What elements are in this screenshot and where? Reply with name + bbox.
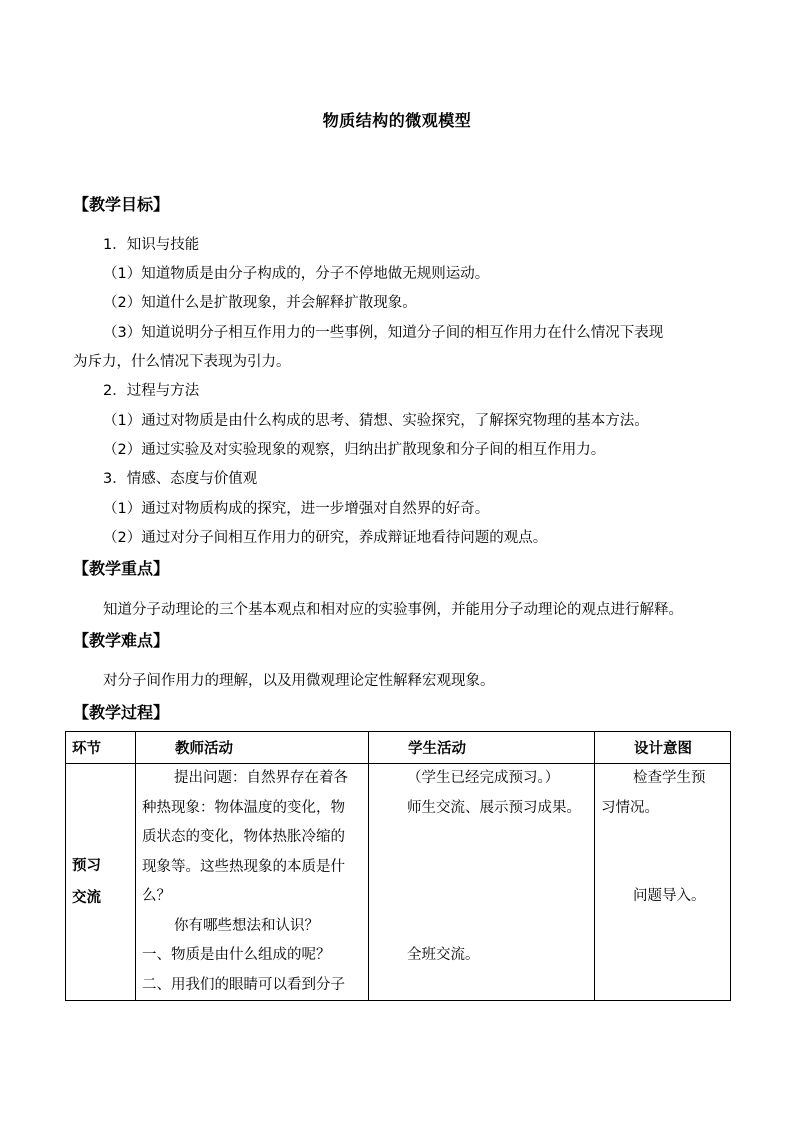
key-points-heading: 【教学重点】	[73, 559, 170, 578]
teacher-line: 么？	[142, 888, 171, 904]
objective-line: 3．情感、态度与价值观	[103, 471, 258, 487]
key-points-text: 知道分子动理论的三个基本观点和相对应的实验事例，并能用分子动理论的观点进行解释。	[103, 602, 683, 618]
stage-cell	[66, 764, 136, 1001]
objective-line: （3）知道说明分子相互作用力的一些事例，知道分子间的相互作用力在什么情况下表现	[103, 325, 664, 341]
design-line	[601, 853, 730, 883]
student-line	[407, 853, 594, 883]
design-line	[601, 823, 730, 853]
design-line	[601, 941, 730, 971]
column-header-student: 学生活动	[369, 732, 595, 764]
design-line: 问题导入。	[633, 888, 706, 904]
objective-line: （1）知道物质是由分子构成的，分子不停地做无规则运动。	[103, 266, 490, 282]
column-header-design: 设计意图	[595, 732, 731, 764]
student-line: 师生交流、展示预习成果。	[407, 799, 581, 816]
column-header-stage: 环节	[66, 732, 136, 764]
column-header-teacher: 教师活动	[136, 732, 369, 764]
objective-line: （1）通过对物质是由什么构成的思考、猜想、实验探究，了解探究物理的基本方法。	[103, 413, 649, 429]
student-line: 全班交流。	[407, 947, 480, 963]
page-title: 物质结构的微观模型	[322, 111, 472, 130]
stage-text: 交流	[72, 890, 101, 906]
objective-line: 2．过程与方法	[103, 383, 200, 399]
objective-line: （1）通过对物质构成的探究，进一步增强对自然界的好奇。	[103, 501, 490, 517]
student-line	[407, 971, 594, 1001]
table-header-row	[66, 732, 731, 764]
objective-line: （2）知道什么是扩散现象，并会解释扩散现象。	[103, 295, 417, 311]
teacher-line: 二、用我们的眼睛可以看到分子	[142, 976, 345, 993]
teacher-activity-cell	[136, 764, 369, 1001]
teacher-line: 种热现象：物体温度的变化，物	[142, 799, 345, 816]
teacher-line: 提出问题：自然界存在着各	[174, 770, 348, 786]
objectives-heading: 【教学目标】	[73, 195, 170, 214]
student-line	[407, 823, 594, 853]
teacher-line: 你有哪些想法和认识？	[174, 917, 319, 934]
objective-line: 为斥力，什么情况下表现为引力。	[73, 354, 291, 370]
design-intent-cell	[595, 764, 731, 1001]
stage-text: 预习	[72, 858, 101, 874]
teacher-line: 一、物质是由什么组成的呢？	[142, 947, 331, 963]
objective-line: （2）通过对分子间相互作用力的研究，养成辩证地看待问题的观点。	[103, 530, 548, 546]
difficulties-heading: 【教学难点】	[73, 631, 170, 650]
teacher-line: 现象等。这些热现象的本质是什	[142, 858, 345, 875]
design-line: 检查学生预	[633, 770, 706, 786]
student-line	[407, 882, 594, 912]
objective-line: 1．知识与技能	[103, 237, 200, 253]
process-heading: 【教学过程】	[73, 703, 170, 722]
process-table	[65, 731, 731, 1001]
objective-line: （2）通过实验及对实验现象的观察，归纳出扩散现象和分子间的相互作用力。	[103, 442, 606, 458]
teacher-line: 质状态的变化，物体热胀冷缩的	[142, 829, 345, 845]
design-line	[601, 971, 730, 1001]
design-line	[601, 912, 730, 942]
table-row	[66, 764, 731, 1001]
student-line: （学生已经完成预习。）	[407, 770, 560, 786]
student-activity-cell	[369, 764, 595, 1001]
student-line	[407, 912, 594, 942]
design-line: 习情况。	[601, 799, 659, 816]
difficulties-text: 对分子间作用力的理解，以及用微观理论定性解释宏观现象。	[103, 673, 495, 689]
